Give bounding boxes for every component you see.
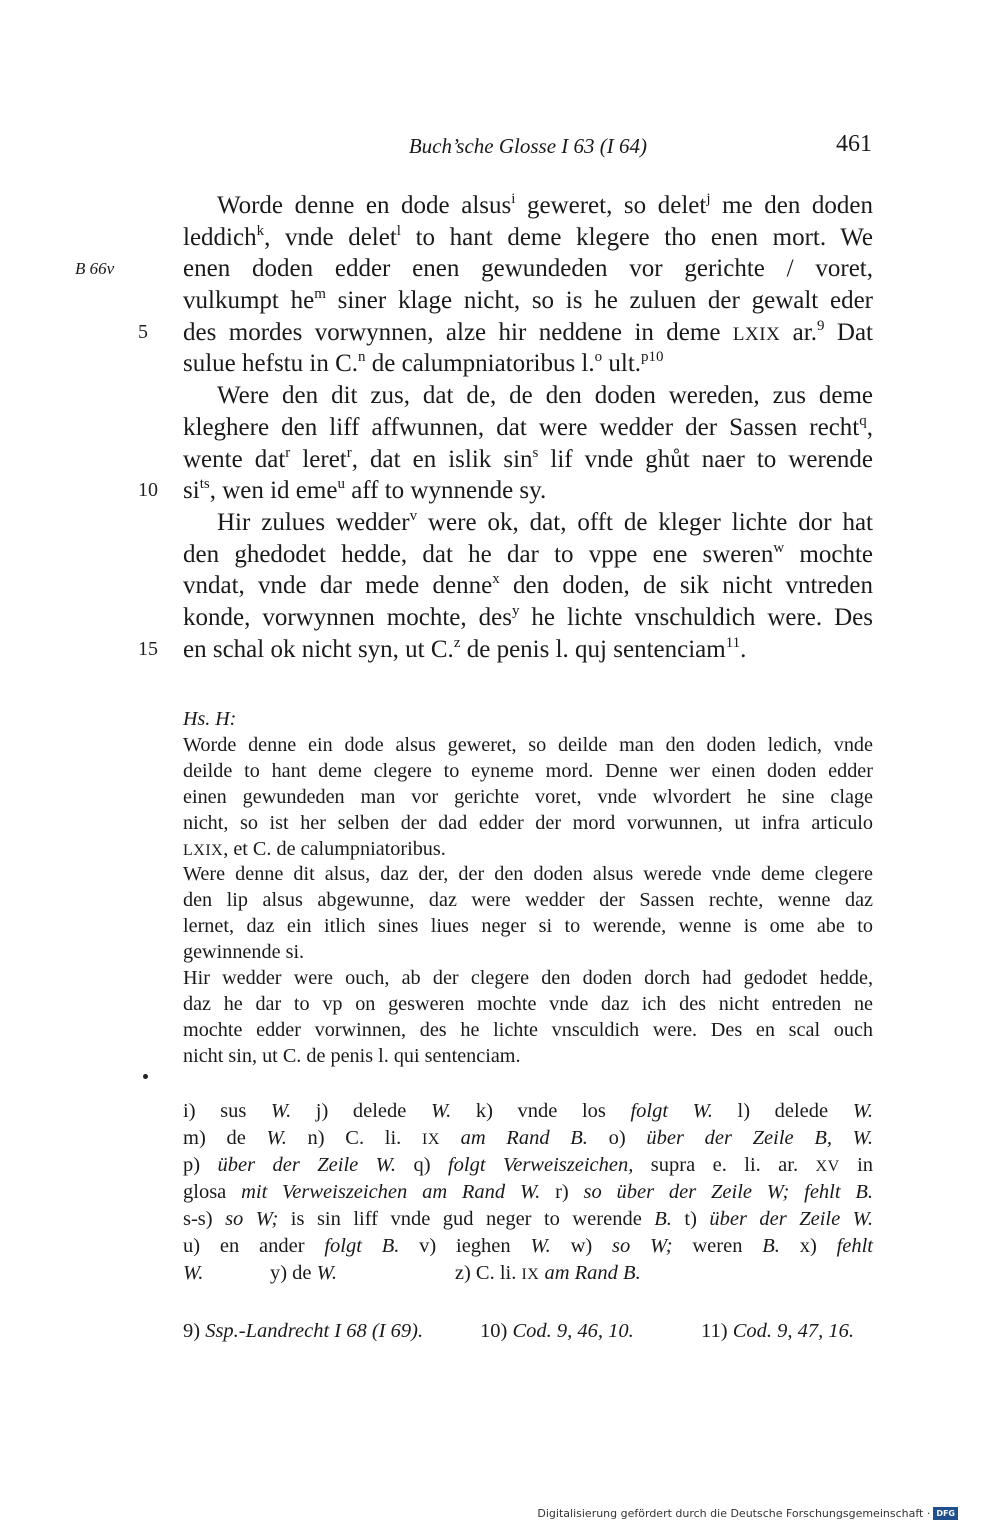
- dfg-logo: DFG: [933, 1507, 958, 1520]
- line-number: 5: [138, 320, 148, 343]
- main-text-line: Worde denne en dode alsus$^i$ geweret, so delet$^j$ me den doden: [217, 191, 873, 219]
- main-text: [75, 190, 874, 665]
- hs-h-line: Hir wedder were ouch, ab der clegere den doden dorch had gedodet hedde,: [183, 967, 873, 990]
- source-reference: 9) Ssp.-Landrecht I 68 (I 69).: [183, 1320, 424, 1342]
- main-text-line: kleghere den liff affwunnen, dat were wedder der Sassen recht$^q$,: [183, 412, 873, 441]
- margin-note: B 66v: [75, 259, 115, 279]
- hs-h-line: einen gewundeden man vor gerichte voret, vnde wlvordert he sine clage: [183, 785, 873, 808]
- line-number: 10: [138, 479, 158, 502]
- source-references: [183, 1318, 873, 1345]
- hs-h-line: mochte edder vorwinnen, des he lichte vnsculdich were. Des en scal ouch: [183, 1018, 873, 1041]
- main-text-line: enen doden edder enen gewundeden vor gerichte / voret, B 66v: [183, 253, 873, 285]
- main-text-line: en schal ok nicht syn, ut C.$^z$ de penis l. quj sentenciam$^{11}$. 15: [183, 634, 873, 666]
- footer-text: Digitalisierung gefördert durch die Deutsche Forschungsgemeinschaft ·: [537, 1507, 931, 1520]
- main-text-line: vulkumpt $he^m$ siner klage nicht, so is he zuluen der gewalt eder: [183, 286, 874, 315]
- critical-note-line: W. y) de W. z) C. li. IX am Rand B.: [183, 1262, 641, 1284]
- main-text-line: den ghedodet hedde, dat he dar to vppe ene sweren$^w$ mochte: [183, 539, 873, 568]
- hs-h-text: [183, 733, 873, 1070]
- critical-note-line: p) über der Zeile W. q) folgt Verweiszeichen, supra e. li. ar. XV in: [183, 1154, 874, 1176]
- main-text-line: wente dat$^r$ leret$^r$, dat en islik $\sin^s$ lif vnde ghůt naer to werende: [183, 444, 873, 473]
- running-title: Buch’sche Glosse I 63 (I 64): [408, 134, 647, 158]
- dfg-footer: [537, 1507, 958, 1520]
- main-text-line: vndat, vnde dar mede denne$^x$ den doden, de sik nicht vntreden: [183, 571, 873, 600]
- hs-h-line: nicht sin, ut C. de penis l. qui sentenciam.: [183, 1044, 521, 1067]
- hs-h-line: daz he dar to vp on gesweren mochte vnde daz ich des nicht entreden ne: [183, 992, 873, 1015]
- main-text-line: leddich$^k$, vnde delet$^l$ to hant deme klegere tho enen mort. We: [183, 222, 873, 251]
- running-head: [0, 131, 1000, 168]
- critical-note-line: m) de W. n) C. li. IX am Rand B. o) über der Zeile B, W.: [183, 1127, 873, 1149]
- hs-h-line: Worde denne ein dode alsus geweret, so deilde man den doden ledich, vnde: [183, 734, 873, 756]
- page-number: 461: [836, 131, 872, 157]
- critical-notes: [183, 1098, 873, 1287]
- main-text-line: konde, vorwynnen mochte, des$^y$ he lichte vnschuldich were. Des: [183, 602, 873, 631]
- hs-h-line: nicht, so ist her selben der dad edder der mord vorwunnen, ut infra articulo: [183, 811, 873, 834]
- source-reference: 10) Cod. 9, 46, 10.: [480, 1320, 634, 1342]
- main-text-line: $si^{ts}$, wen id eme$^u$ aff to wynnende sy. 10: [183, 475, 873, 507]
- source-reference: 11) Cod. 9, 47, 16.: [701, 1320, 855, 1342]
- main-text-line: Were den dit zus, dat de, de den doden wereden, zus deme: [217, 382, 873, 410]
- critical-note-line: glosa mit Verweiszeichen am Rand W. r) so über der Zeile W; fehlt B.: [183, 1181, 874, 1203]
- hs-h-line: deilde to hant deme clegere to eyneme mord. Denne wer einen doden edder: [183, 759, 873, 782]
- hs-h-line: gewinnende si.: [183, 941, 305, 964]
- critical-note-line: u) en ander folgt B. v) ieghen W. w) so W; weren B. x) fehlt: [183, 1235, 873, 1257]
- hs-h-line: lernet, daz ein itlich sines liues neger si to werende, wenne is ome abe to: [183, 915, 873, 938]
- main-text-line: des mordes vorwynnen, alze hir neddene in deme LXIX ar.$^9$ Dat 5: [183, 317, 873, 349]
- line-number: 15: [138, 637, 158, 660]
- main-text-line: sulue hefstu in C.$^n$ de calumpniatoribus l.$^o$ ult.$^{p10}$: [183, 349, 664, 378]
- critical-note-line: s-s) so W; is sin liff vnde gud neger to werende B. t) über der Zeile W.: [183, 1208, 873, 1230]
- hs-h-line: LXIX, et C. de calumpniatoribus.: [183, 837, 446, 860]
- main-text-line: Hir zulues wedder$^v$ were ok, dat, offt de kleger lichte dor hat: [217, 507, 874, 536]
- hs-h-label: Hs. H:: [183, 708, 237, 730]
- hs-h-line: den lip alsus abgewunne, daz were wedder der Sassen rechte, wenne daz: [183, 889, 873, 912]
- critical-note-line: i) sus W. j) delede W. k) vnde los folgt W. l) delede W.: [183, 1100, 874, 1122]
- hs-h-line: Were denne dit alsus, daz der, der den doden alsus werede vnde deme clegere: [183, 863, 873, 886]
- bullet-mark: [143, 1074, 148, 1079]
